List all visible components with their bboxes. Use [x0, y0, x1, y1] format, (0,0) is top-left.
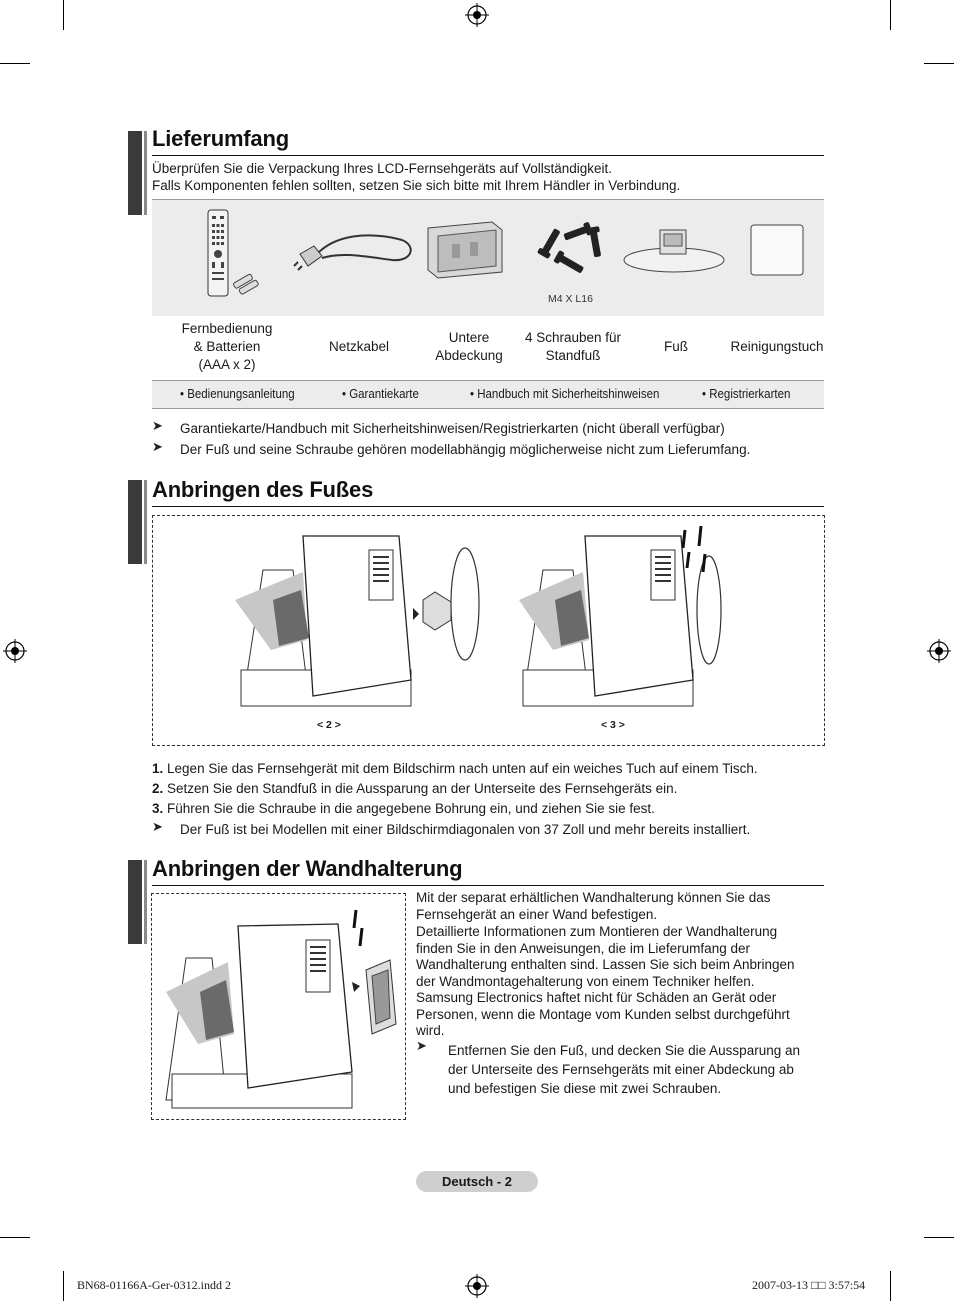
figure-label: < 2 > [317, 719, 341, 731]
title-rule [152, 155, 824, 156]
bottom-cover-icon [422, 220, 506, 280]
note-text: Entfernen Sie den Fuß, und decken Sie die Aussparung an der Unterseite des Fernsehgeräts mit einer Abdeckung ab und befestigen Sie diese mit zwei Schrauben. [448, 1043, 800, 1096]
crop-mark [924, 63, 954, 64]
step-item: 3. Führen Sie die Schraube in die angegebene Bohrung ein, und ziehen Sie sie fest. [152, 801, 655, 816]
note-arrow-icon: ➤ [152, 418, 163, 433]
registration-mark-icon [927, 639, 951, 663]
note-text: Der Fuß ist bei Modellen mit einer Bildschirmdiagonalen von 37 Zoll und mehr bereits installiert. [180, 822, 751, 837]
registration-mark-icon [465, 3, 489, 27]
crop-mark [890, 0, 891, 30]
title-rule [152, 506, 824, 507]
item-label: Untere Abdeckung [435, 330, 503, 363]
tv-stand-illustration [233, 530, 493, 720]
section-marker [128, 131, 144, 215]
item-label: 4 Schrauben für Standfuß [524, 330, 622, 363]
intro-text: Falls Komponenten fehlen sollten, setzen Sie sich bitte mit Ihrem Händler in Verbindung. [152, 178, 681, 193]
title-rule [152, 885, 824, 886]
remote-control-icon [204, 208, 262, 300]
section-title-wand: Anbringen der Wandhalterung [152, 856, 463, 881]
paragraph: Mit der separat erhältlichen Wandhalterung können Sie das Fernsehgerät an einer Wand befestigen. [416, 890, 771, 922]
list-item: • Bedienungsanleitung [180, 387, 295, 401]
note-text: Garantiekarte/Handbuch mit Sicherheitshinweisen/Registrierkarten (nicht überall verfügbar) [180, 421, 725, 436]
registration-mark-icon [3, 639, 27, 663]
power-cord-icon [292, 222, 422, 274]
crop-mark [0, 1237, 30, 1238]
section-marker [128, 480, 144, 564]
crop-mark [0, 63, 30, 64]
list-item: • Registrierkarten [702, 387, 791, 401]
list-item: • Garantiekarte [342, 387, 419, 401]
note-arrow-icon: ➤ [152, 439, 163, 454]
cleaning-cloth-icon [748, 222, 806, 278]
extras-list [152, 380, 824, 409]
note-arrow-icon: ➤ [416, 1038, 427, 1053]
note-text: Der Fuß und seine Schraube gehören modellabhängig möglicherweise nicht zum Lieferumfang. [180, 442, 751, 457]
list-item: • Handbuch mit Sicherheitshinweisen [470, 387, 660, 401]
section-marker [128, 860, 144, 944]
crop-mark [63, 0, 64, 30]
timestamp: 2007-03-13 □□ 3:57:54 [752, 1278, 866, 1292]
step-item: 2. Setzen Sie den Standfuß in die Aussparung an der Unterseite des Fernsehgeräts ein. [152, 781, 678, 796]
figure-label: < 3 > [601, 719, 625, 731]
tv-screw-illustration [519, 524, 749, 720]
note-arrow-icon: ➤ [152, 819, 163, 834]
figure-frame [151, 893, 406, 1120]
screw-spec-label: M4 X L16 [548, 293, 593, 305]
item-label: Fernbedienung & Batterien (AAA x 2) [181, 321, 273, 372]
paragraph: Detaillierte Informationen zum Montieren der Wandhalterung finden Sie in den Anweisungen, die im Lieferumfang der Wandhalterung enthalten sind. Lassen Sie sich beim Anbringen der Wandmontagehalterung von einem Techniker helfen. Samsung Electronics haftet nicht für Schäden an Gerät oder Personen, wenn die Montage vom Kunden selbst durchgeführt wird. [416, 924, 795, 1038]
item-label: Reinigungstuch [730, 339, 824, 354]
page-number-badge: Deutsch - 2 [416, 1171, 538, 1192]
registration-mark-icon [465, 1274, 489, 1298]
item-label: Netzkabel [328, 339, 390, 354]
crop-mark [63, 1271, 64, 1301]
stand-icon [622, 224, 726, 276]
screws-icon [530, 214, 610, 284]
step-item: 1. Legen Sie das Fernsehgerät mit dem Bildschirm nach unten auf ein weiches Tuch auf einem Tisch. [152, 761, 758, 776]
file-slug: BN68-01166A-Ger-0312.indd 2 [77, 1278, 231, 1292]
crop-mark [890, 1271, 891, 1301]
accessories-image-strip [152, 199, 824, 316]
intro-text: Überprüfen Sie die Verpackung Ihres LCD-Fernsehgeräts auf Vollständigkeit. [152, 161, 613, 176]
crop-mark [924, 1237, 954, 1238]
item-label: Fuß [663, 339, 688, 354]
section-title-lieferumfang: Lieferumfang [152, 126, 289, 151]
section-title-fuss: Anbringen des Fußes [152, 477, 374, 502]
figure-frame [152, 515, 825, 746]
wall-mount-illustration [162, 904, 398, 1112]
